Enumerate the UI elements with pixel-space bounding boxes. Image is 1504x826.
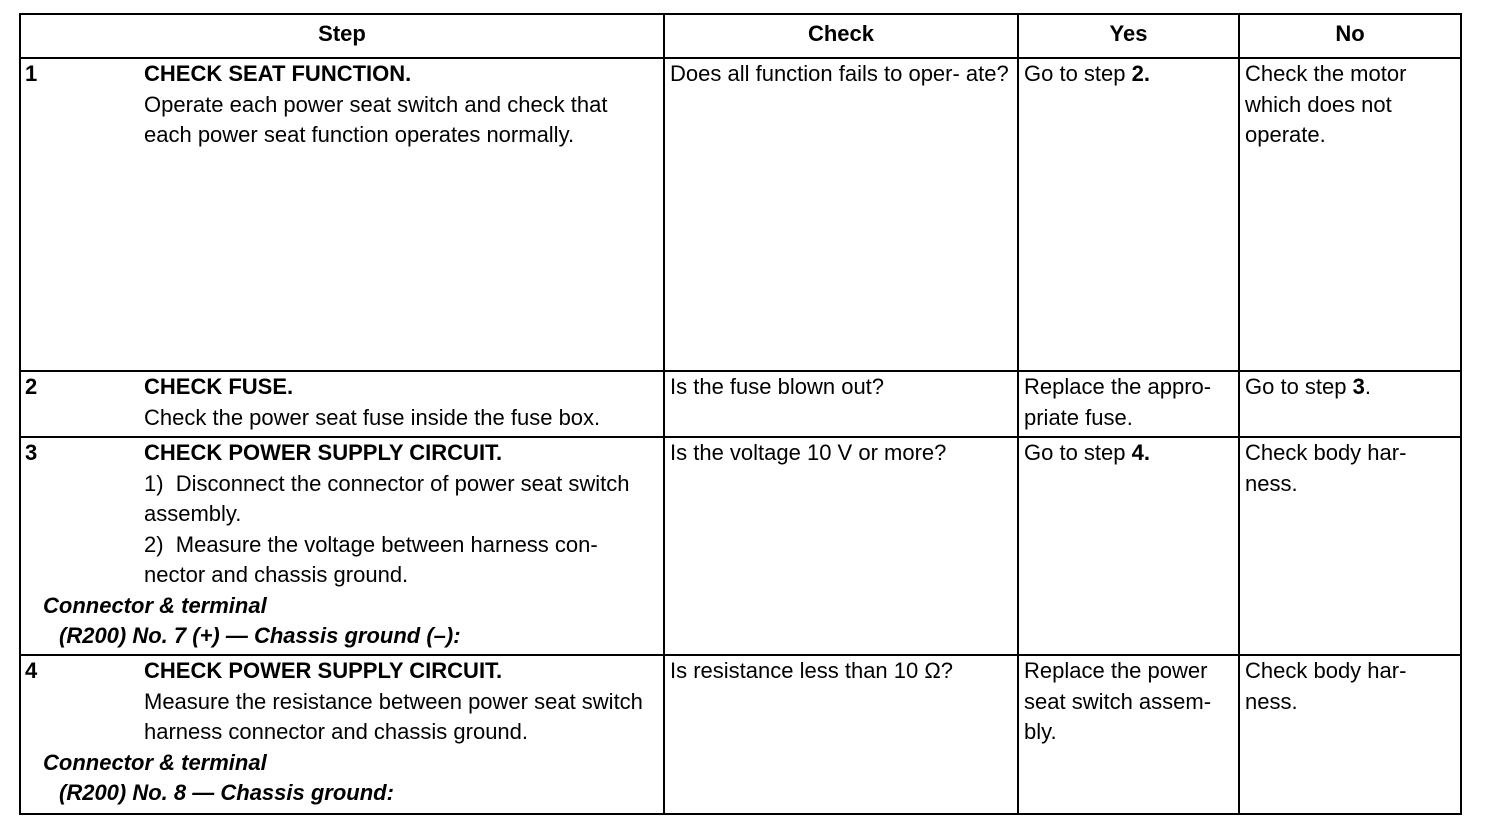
step-cell <box>20 58 664 371</box>
no-suffix: . <box>1364 374 1372 399</box>
connector-value: (R200) No. 8 — Chassis ground: <box>59 780 394 805</box>
step-cell <box>20 371 664 437</box>
no-cell <box>1239 371 1461 437</box>
table-row <box>20 437 1461 655</box>
no-cell: Check the motor which does not operate. <box>1239 58 1461 371</box>
no-cell: Check body har- ness. <box>1239 655 1461 814</box>
connector-label: Connector & terminal <box>43 592 267 618</box>
header-step: Step <box>20 14 664 58</box>
step-number: 1 <box>25 61 38 86</box>
step-title: CHECK FUSE. <box>144 374 294 399</box>
procedure-step-1: 1) Disconnect the connector of power seat switch assembly. <box>144 470 630 526</box>
connector-value: (R200) No. 7 (+) — Chassis ground (–): <box>59 623 461 648</box>
header-row <box>20 14 1461 58</box>
header-no: No <box>1239 14 1461 58</box>
step-number: 4 <box>25 658 38 683</box>
step-title: CHECK POWER SUPPLY CIRCUIT. <box>144 440 503 465</box>
table-row <box>20 655 1461 814</box>
diagnostic-table <box>19 13 1462 815</box>
step-text: Measure the resistance between power seat switch harness connector and chassis ground. <box>144 688 643 744</box>
no-text: Go to step <box>1245 374 1347 399</box>
step-number: 3 <box>25 440 38 465</box>
header-check: Check <box>664 14 1018 58</box>
step-cell <box>20 437 664 655</box>
yes-text: Go to step <box>1024 61 1126 86</box>
table-row <box>20 58 1461 371</box>
yes-suffix: . <box>1143 61 1151 86</box>
yes-cell: Replace the appro- priate fuse. <box>1018 371 1239 437</box>
step-text: Operate each power seat switch and check that each power seat function operates normally. <box>144 91 608 147</box>
yes-suffix: . <box>1143 440 1151 465</box>
no-step-ref: 3 <box>1352 374 1365 399</box>
procedure-step-2: 2) Measure the voltage between harness con- nector and chassis ground. <box>144 531 598 587</box>
yes-cell <box>1018 437 1239 655</box>
step-title: CHECK POWER SUPPLY CIRCUIT. <box>144 658 503 683</box>
header-yes: Yes <box>1018 14 1239 58</box>
check-cell: Is the fuse blown out? <box>664 371 1018 437</box>
no-cell: Check body har- ness. <box>1239 437 1461 655</box>
step-number: 2 <box>25 374 38 399</box>
yes-step-ref: 4 <box>1131 440 1144 465</box>
step-title: CHECK SEAT FUNCTION. <box>144 61 412 86</box>
check-cell: Does all function fails to oper- ate? <box>664 58 1018 371</box>
check-cell: Is the voltage 10 V or more? <box>664 437 1018 655</box>
connector-label: Connector & terminal <box>43 749 267 775</box>
yes-cell: Replace the power seat switch assem- bly. <box>1018 655 1239 814</box>
yes-text: Go to step <box>1024 440 1126 465</box>
step-text: Check the power seat fuse inside the fuse box. <box>144 404 601 430</box>
step-cell <box>20 655 664 814</box>
check-cell: Is resistance less than 10 Ω? <box>664 655 1018 814</box>
yes-step-ref: 2 <box>1131 61 1144 86</box>
table-row <box>20 371 1461 437</box>
yes-cell <box>1018 58 1239 371</box>
